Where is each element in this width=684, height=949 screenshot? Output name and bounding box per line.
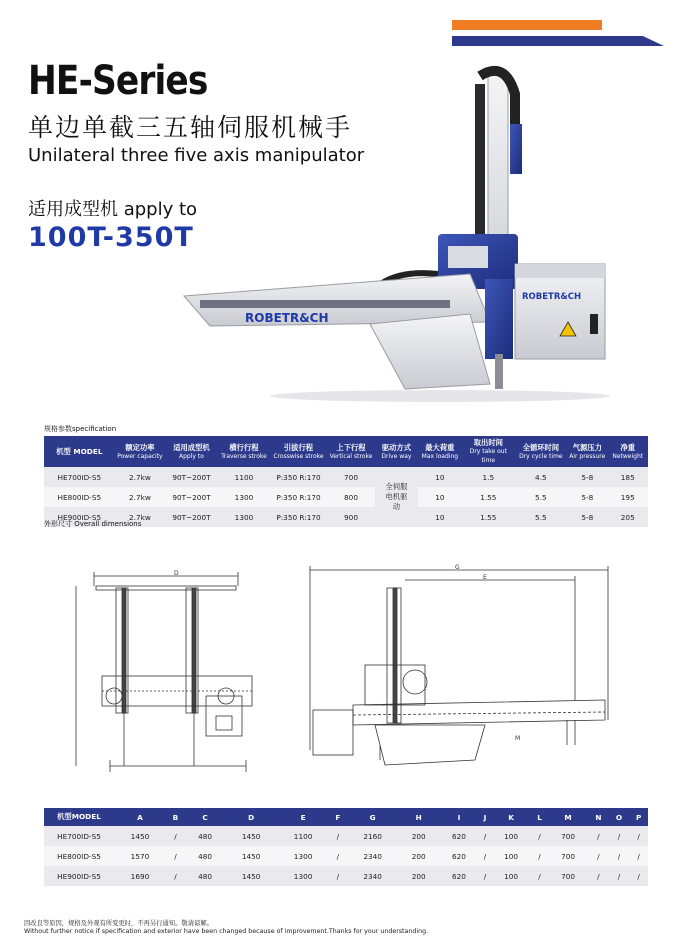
- table-row: [44, 467, 648, 487]
- dim-header: B: [166, 808, 185, 826]
- box-brand-label: ROBETR&CH: [522, 292, 582, 302]
- dim-cell: HE800ID-S5: [44, 846, 114, 866]
- dim-cell: 480: [185, 826, 225, 846]
- spec-header-row: [44, 436, 648, 467]
- dim-cell: 1450: [225, 846, 277, 866]
- spec-cell-cycle: 5.5: [515, 507, 568, 527]
- dim-cell: 620: [439, 846, 479, 866]
- spec-header-crosswise: 引拔行程 Crosswise stroke: [270, 436, 327, 467]
- dim-cell: 100: [491, 826, 531, 846]
- dim-cell: 480: [185, 846, 225, 866]
- footer-note-cn: 因改良等原因，规格及外观有所变更时，不再另行通知。敬请谅解。: [24, 920, 213, 927]
- dimension-header-row: [44, 808, 648, 826]
- dim-cell: 1450: [225, 866, 277, 886]
- dim-header: K: [491, 808, 531, 826]
- dim-cell: 100: [491, 846, 531, 866]
- dim-cell: /: [531, 846, 548, 866]
- dim-cell: HE900ID-S5: [44, 866, 114, 886]
- spec-cell-crosswise: P:350 R:170: [270, 467, 327, 487]
- dim-cell: 200: [399, 866, 439, 886]
- dim-cell: /: [166, 866, 185, 886]
- dim-cell: /: [629, 866, 648, 886]
- spec-cell-power: 2.7kw: [115, 507, 166, 527]
- spec-cell-vertical: 800: [327, 487, 375, 507]
- label-m: M: [515, 735, 521, 742]
- spec-cell-weight: 205: [608, 507, 649, 527]
- dim-header: M: [548, 808, 588, 826]
- spec-cell-weight: 195: [608, 487, 649, 507]
- dim-cell: 100: [491, 866, 531, 886]
- spec-header-model: 机型 MODEL: [44, 436, 115, 467]
- dim-header: O: [609, 808, 630, 826]
- dim-header: P: [629, 808, 648, 826]
- dim-cell: /: [609, 846, 630, 866]
- spec-header-takeout: 取出时间 Dry take out time: [462, 436, 515, 467]
- spec-cell-vertical: 900: [327, 507, 375, 527]
- spec-cell-cycle: 4.5: [515, 467, 568, 487]
- table-row: [44, 826, 648, 846]
- spec-cell-apply: 90T~200T: [165, 487, 218, 507]
- dim-cell: /: [329, 846, 347, 866]
- dim-cell: 480: [185, 866, 225, 886]
- spec-cell-traverse: 1300: [218, 487, 271, 507]
- spec-cell-crosswise: P:350 R:170: [270, 507, 327, 527]
- dim-header: J: [479, 808, 491, 826]
- spec-cell-load: 10: [418, 507, 462, 527]
- apply-to-label: 适用成型机 apply to: [28, 199, 198, 220]
- dim-cell: 200: [399, 826, 439, 846]
- dim-cell: 700: [548, 866, 588, 886]
- dim-cell: /: [588, 866, 608, 886]
- spec-cell-power: 2.7kw: [115, 467, 166, 487]
- dim-cell: /: [609, 866, 630, 886]
- spec-cell-cycle: 5.5: [515, 487, 568, 507]
- series-title: HE-Series: [28, 58, 208, 104]
- header-blue-stripe: [452, 36, 664, 46]
- spec-cell-apply: 90T~200T: [165, 507, 218, 527]
- dim-cell: /: [588, 846, 608, 866]
- spec-cell-drive: 全伺服电机驱动: [375, 467, 417, 527]
- label-g: G: [455, 564, 460, 571]
- dim-cell: 200: [399, 846, 439, 866]
- dim-cell: /: [329, 866, 347, 886]
- spec-cell-air: 5-8: [567, 487, 607, 507]
- dim-cell: 1300: [277, 866, 329, 886]
- spec-cell-load: 10: [418, 467, 462, 487]
- table-row: [44, 866, 648, 886]
- dim-cell: /: [531, 866, 548, 886]
- dim-cell: 1450: [114, 826, 166, 846]
- spec-cell-takeout: 1.55: [462, 507, 515, 527]
- spec-header-power: 额定功率 Power capacity: [115, 436, 166, 467]
- table-row: [44, 846, 648, 866]
- dim-header: N: [588, 808, 608, 826]
- dim-cell: /: [479, 866, 491, 886]
- spec-header-vertical: 上下行程 Vertical stroke: [327, 436, 375, 467]
- spec-cell-vertical: 700: [327, 467, 375, 487]
- dim-cell: 620: [439, 866, 479, 886]
- product-title-en: Unilateral three five axis manipulator: [28, 145, 365, 166]
- spec-section-title: 规格参数specification: [44, 425, 117, 433]
- dim-cell: HE700ID-S5: [44, 826, 114, 846]
- spec-cell-crosswise: P:350 R:170: [270, 487, 327, 507]
- dim-cell: 1300: [277, 846, 329, 866]
- dim-cell: 1690: [114, 866, 166, 886]
- dim-header: A: [114, 808, 166, 826]
- label-d: D: [174, 570, 179, 577]
- manipulator-product-image: [170, 64, 650, 404]
- dim-header: G: [347, 808, 399, 826]
- footer-note-en: Without further notice if specification and exterior have been changed because of improvement.Thanks for your understanding.: [24, 928, 429, 935]
- dim-header: C: [185, 808, 225, 826]
- spec-cell-apply: 90T~200T: [165, 467, 218, 487]
- dim-cell: /: [629, 826, 648, 846]
- dim-cell: 620: [439, 826, 479, 846]
- spec-header-weight: 净重 Netweight: [608, 436, 649, 467]
- dim-cell: 700: [548, 826, 588, 846]
- dim-cell: /: [609, 826, 630, 846]
- dim-cell: 2340: [347, 866, 399, 886]
- table-row: [44, 487, 648, 507]
- spec-header-apply: 适用成型机 Apply to: [165, 436, 218, 467]
- dim-cell: /: [479, 826, 491, 846]
- dimension-table: [44, 808, 648, 886]
- spec-cell-model: HE900ID-S5: [44, 507, 115, 527]
- tonnage-range: 100T-350T: [28, 222, 194, 253]
- dim-cell: 2160: [347, 826, 399, 846]
- spec-header-traverse: 横行行程 Traverse stroke: [218, 436, 271, 467]
- spec-cell-model: HE700ID-S5: [44, 467, 115, 487]
- spec-header-air: 气源压力 Air pressure: [567, 436, 607, 467]
- dimension-section-title: 外形尺寸 Overall dimensions: [44, 520, 142, 528]
- front-view-drawing: [66, 566, 266, 786]
- dim-header: F: [329, 808, 347, 826]
- dim-cell: /: [629, 846, 648, 866]
- spec-cell-takeout: 1.5: [462, 467, 515, 487]
- dim-cell: /: [166, 826, 185, 846]
- arm-brand-label: ROBETR&CH: [245, 311, 329, 325]
- dim-cell: /: [166, 846, 185, 866]
- dim-cell: /: [329, 826, 347, 846]
- spec-table: [44, 436, 648, 527]
- dim-header: E: [277, 808, 329, 826]
- product-title-cn: 单边单截三五轴伺服机械手: [28, 113, 353, 142]
- spec-cell-air: 5-8: [567, 507, 607, 527]
- dim-header: I: [439, 808, 479, 826]
- dim-cell: 2340: [347, 846, 399, 866]
- spec-header-cycle: 全循环时间 Dry cycle time: [515, 436, 568, 467]
- dim-cell: /: [588, 826, 608, 846]
- spec-cell-traverse: 1100: [218, 467, 271, 487]
- spec-cell-weight: 185: [608, 467, 649, 487]
- spec-cell-takeout: 1.55: [462, 487, 515, 507]
- dim-cell: 1570: [114, 846, 166, 866]
- label-e: E: [483, 574, 487, 581]
- spec-cell-model: HE800ID-S5: [44, 487, 115, 507]
- dim-header-model: 机型MODEL: [44, 808, 114, 826]
- spec-header-load: 最大荷重 Max loading: [418, 436, 462, 467]
- side-view-drawing: [305, 560, 625, 775]
- spec-cell-load: 10: [418, 487, 462, 507]
- dim-header: D: [225, 808, 277, 826]
- dim-header: H: [399, 808, 439, 826]
- spec-cell-air: 5-8: [567, 467, 607, 487]
- dim-cell: 1450: [225, 826, 277, 846]
- spec-header-drive: 驱动方式 Drive way: [375, 436, 417, 467]
- dim-cell: 1100: [277, 826, 329, 846]
- dim-cell: 700: [548, 846, 588, 866]
- dim-cell: /: [531, 826, 548, 846]
- header-orange-stripe: [452, 20, 602, 30]
- spec-cell-power: 2.7kw: [115, 487, 166, 507]
- dim-header: L: [531, 808, 548, 826]
- dim-cell: /: [479, 846, 491, 866]
- spec-cell-traverse: 1300: [218, 507, 271, 527]
